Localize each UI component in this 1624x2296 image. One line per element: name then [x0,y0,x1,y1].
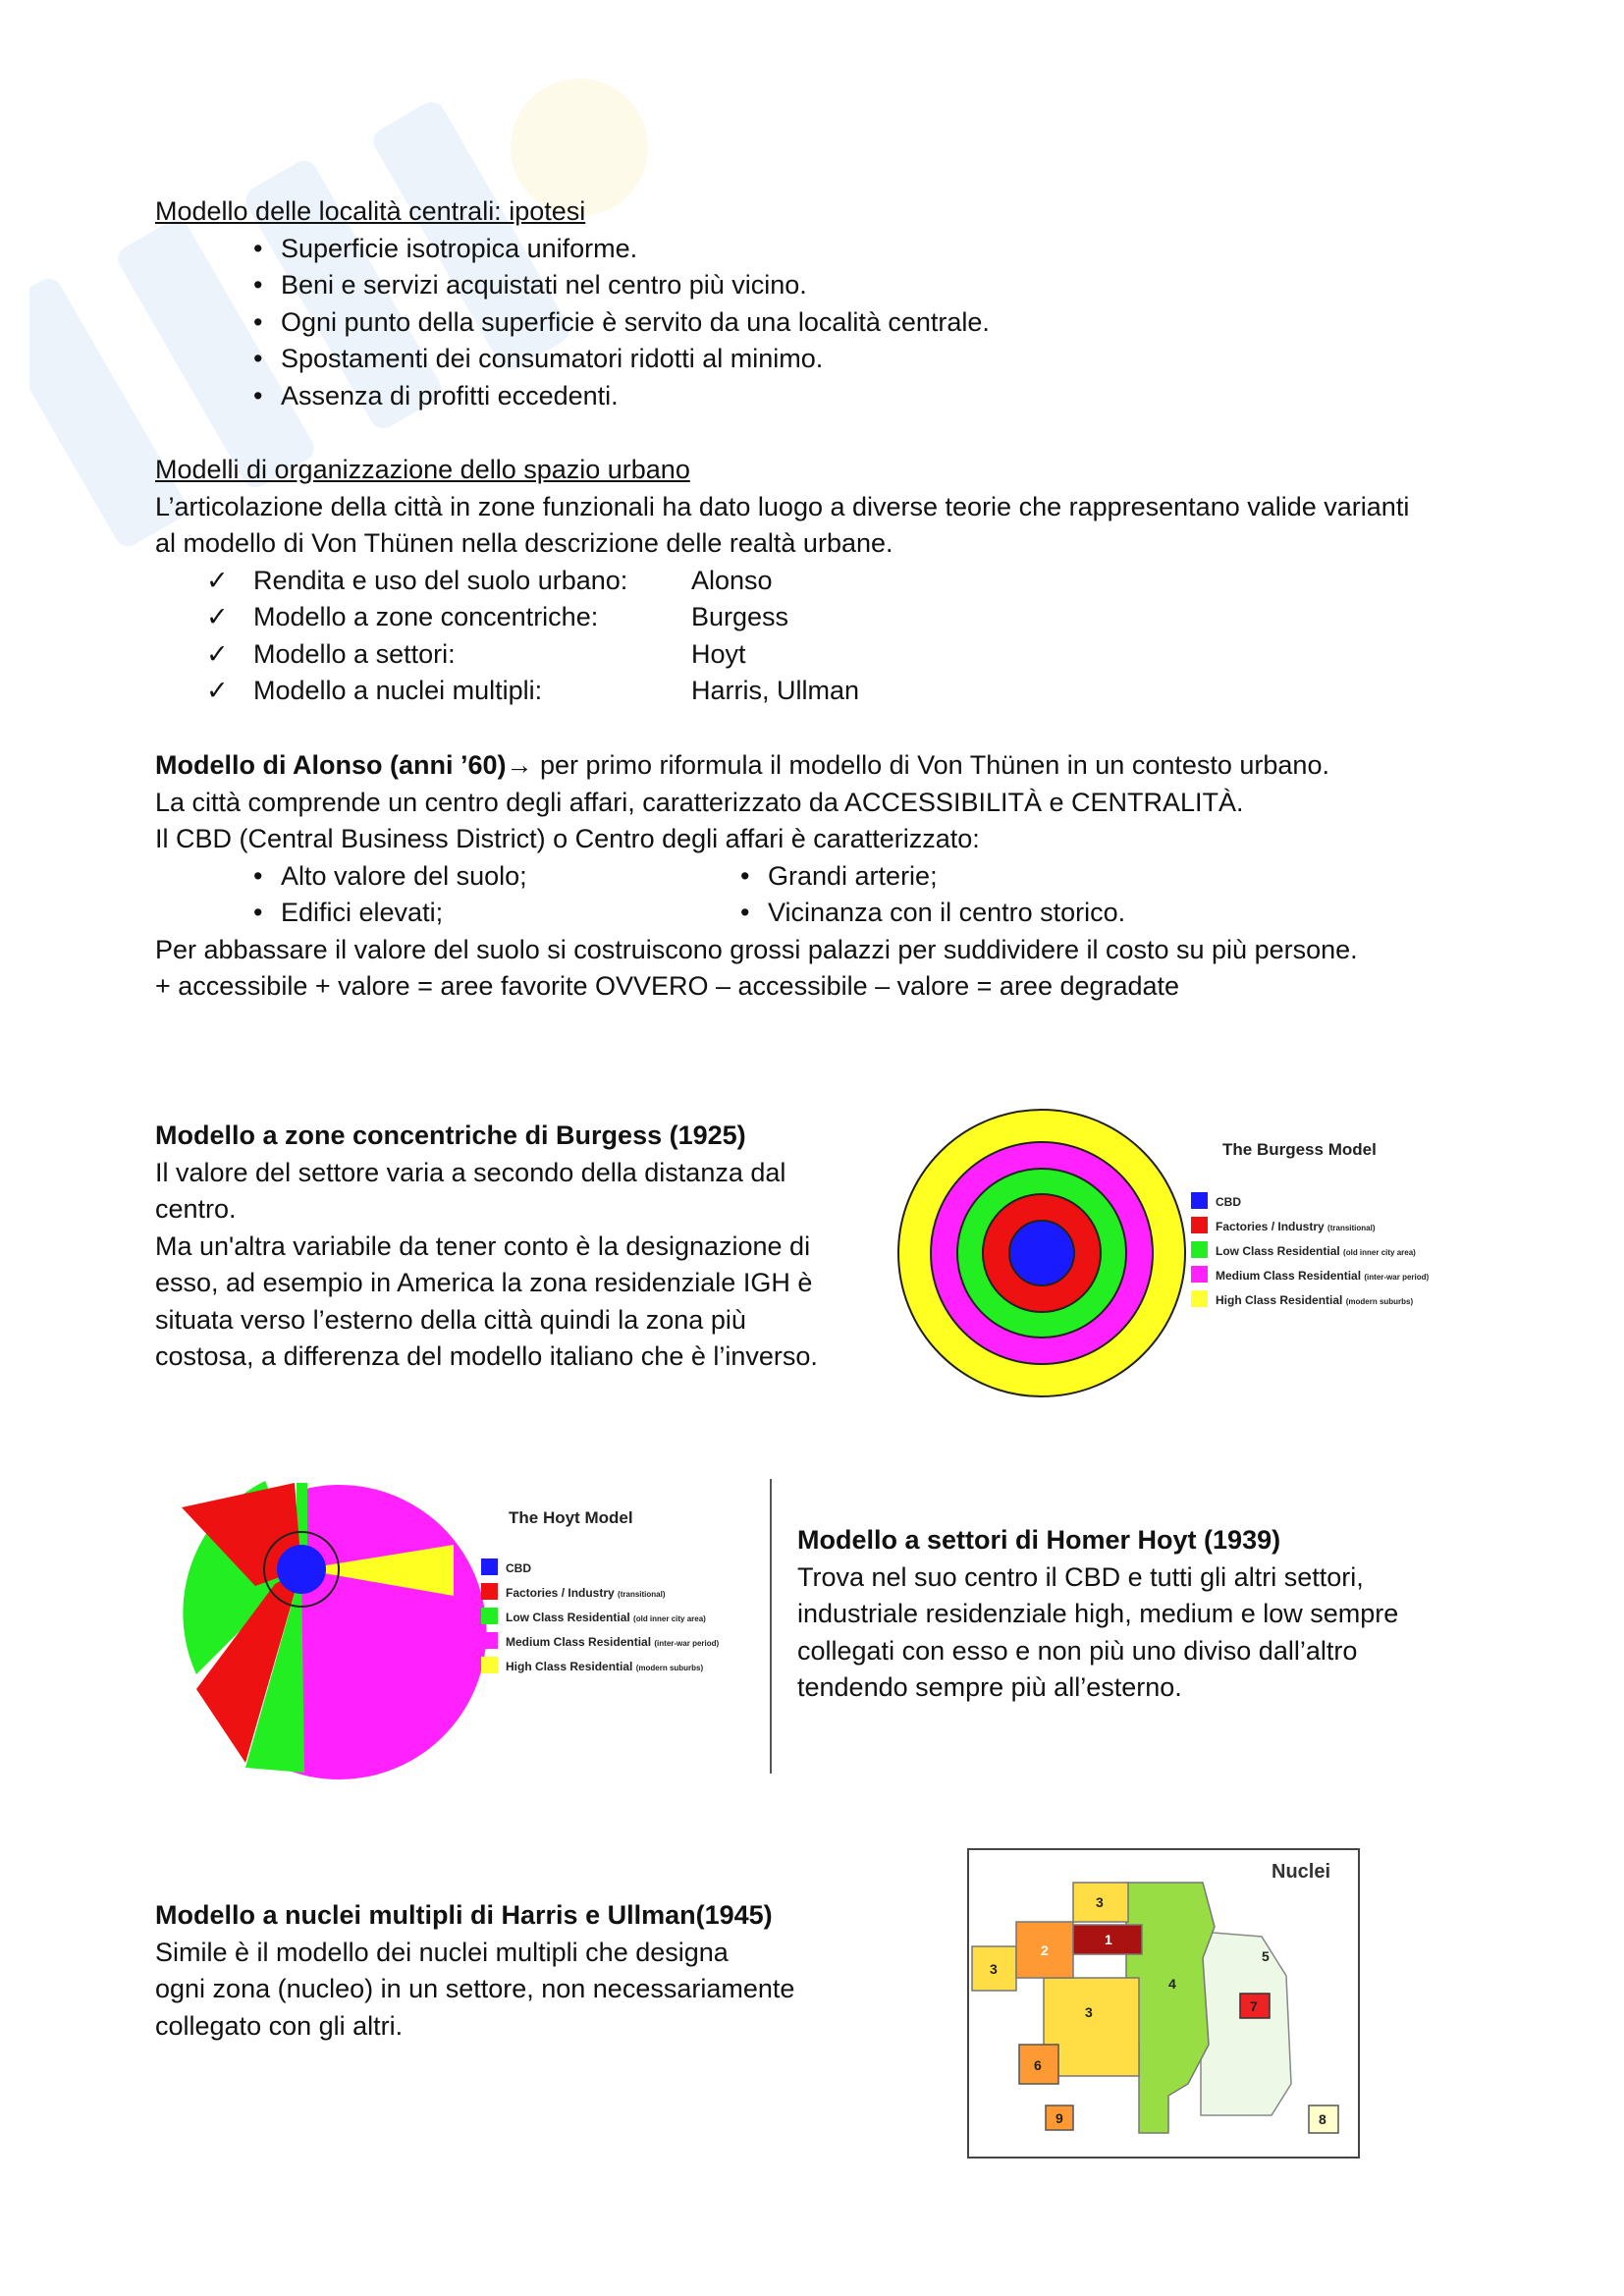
list-item: • Beni e servizi acquistati nel centro più vicino. [253,267,990,304]
checklist-item [206,599,1530,636]
zone-label: 3 [1085,2004,1093,2020]
legend-swatch [1191,1217,1208,1233]
checklist-model: Rendita e uso del suolo urbano: [253,565,628,595]
check-icon: ✓ [206,638,229,669]
legend-label: CBD [506,1561,531,1575]
legend-label: Medium Class Residential (inter-war period) [506,1635,720,1649]
checklist-item [206,636,1530,674]
urbano-paragraph-1: L’articolazione della città in zone funzionali ha dato luogo a diverse teorie che rappresentano valide varianti [155,491,1410,521]
nuclei-line: collegato con gli altri. [155,2010,404,2041]
burgess-line: Ma un'altra variabile da tener conto è la designazione di [155,1230,811,1261]
burgess-line: costosa, a differenza del modello italiano che è l’inverso. [155,1341,818,1371]
checklist-model: Modello a zone concentriche: [253,602,599,631]
checklist-author: Alonso [691,565,773,595]
legend-label: Medium Class Residential (inter-war period) [1216,1269,1430,1283]
alonso-title: Modello di Alonso (anni ’60)→ [155,750,533,780]
urbano-checklist [155,563,1530,710]
checklist-item [206,563,1530,600]
hoyt-line: industriale residenziale high, medium e low sempre [797,1599,1399,1628]
nuclei-line: Simile è il modello dei nuclei multipli che designa [155,1937,729,1967]
hoyt-line: collegati con esso e non più uno diviso dall’altro [797,1635,1358,1666]
alonso-line-3: Per abbassare il valore del suolo si costruiscono grossi palazzi per suddividere il costo su più persone. [155,934,1358,964]
hoyt-figure-title: The Hoyt Model [509,1508,633,1527]
check-icon: ✓ [206,602,229,631]
list-item: • Spostamenti dei consumatori ridotti al minimo. [253,341,990,378]
divider-line [770,1479,772,1774]
list-item: • Alto valore del suolo; [253,858,740,896]
legend-label: Low Class Residential (old inner city area) [506,1611,706,1624]
section-hoyt [797,1522,1485,1707]
section-centrali [155,193,990,414]
alonso-heading [155,747,1549,785]
legend-label: High Class Residential (modern suburbs) [506,1660,704,1673]
nuclei-line: ogni zona (nucleo) in un settore, non necessariamente [155,1974,795,2003]
legend-swatch [1191,1266,1208,1283]
alonso-title-rest: per primo riformula il modello di Von Thünen in un contesto urbano. [532,750,1329,780]
legend-swatch [481,1558,498,1575]
zone-label: 3 [990,1961,998,1977]
nuclei-figure [967,1848,1360,2159]
urbano-title: Modelli di organizzazione dello spazio urbano [155,455,690,484]
checklist-model: Modello a settori: [253,638,456,669]
checklist-author: Hoyt [691,638,746,669]
list-item: • Edifici elevati; [253,895,740,932]
hoyt-cbd [277,1545,326,1594]
list-item: • Grandi arterie; [740,858,1125,896]
burgess-title: Modello a zone concentriche di Burgess (1925) [155,1121,746,1150]
section-alonso [155,747,1549,1006]
zone-label: 6 [1034,2057,1042,2073]
legend-swatch [481,1657,498,1673]
section-burgess [155,1118,882,1376]
burgess-line: situata verso l’esterno della città quindi la zona più [155,1304,746,1335]
zone-label: 7 [1250,1998,1258,2014]
burgess-line: centro. [155,1194,237,1224]
zone-label: 5 [1262,1948,1270,1964]
nuclei-figure-title: Nuclei [1272,1861,1331,1883]
list-item: • Ogni punto della superficie è servito da una località centrale. [253,304,990,342]
section-urbano [155,452,1530,710]
alonso-line-4: + accessibile + valore = aree favorite OVVERO – accessibile – valore = aree degradate [155,971,1180,1001]
checklist-item [206,673,1530,710]
burgess-line: esso, ad esempio in America la zona residenziale IGH è [155,1268,813,1297]
urbano-paragraph-2: al modello di Von Thünen nella descrizione delle realtà urbane. [155,528,893,558]
legend-swatch [1191,1192,1208,1209]
legend-swatch [481,1583,498,1600]
zone-label: 9 [1056,2110,1063,2126]
zone-label: 2 [1041,1942,1049,1958]
section-nuclei [155,1897,901,2045]
zone-label: 4 [1168,1976,1176,1992]
legend-swatch [481,1608,498,1624]
alonso-columns [155,858,1549,932]
checklist-author: Burgess [691,602,789,631]
legend-label: Low Class Residential (old inner city area) [1216,1244,1416,1258]
centrali-title: Modello delle località centrali: ipotesi [155,196,586,226]
burgess-legend [1191,1192,1430,1307]
burgess-figure-title: The Burgess Model [1222,1140,1377,1159]
burgess-ring-cbd [1009,1221,1074,1285]
zone-label: 3 [1096,1894,1104,1910]
alonso-col-left [253,858,740,932]
checklist-model: Modello a nuclei multipli: [253,676,543,705]
hoyt-figure [167,1478,776,1782]
burgess-line: Il valore del settore varia a secondo della distanza dal [155,1157,786,1187]
checklist-author: Harris, Ullman [691,676,860,705]
nuclei-title: Modello a nuclei multipli di Harris e Ullman(1945) [155,1900,773,1930]
legend-swatch [1191,1290,1208,1307]
alonso-line-1: La città comprende un centro degli affari, caratterizzato da ACCESSIBILITÀ e CENTRALITÀ. [155,787,1244,817]
list-item: • Superficie isotropica uniforme. [253,231,990,268]
zone-label: 8 [1319,2111,1326,2127]
legend-label: Factories / Industry (transitional) [1216,1220,1376,1233]
hoyt-title: Modello a settori di Homer Hoyt (1939) [797,1525,1281,1555]
legend-label: CBD [1216,1195,1241,1209]
legend-label: Factories / Industry (transitional) [506,1586,666,1600]
legend-label: High Class Residential (modern suburbs) [1216,1293,1414,1307]
list-item: • Assenza di profitti eccedenti. [253,378,990,415]
alonso-line-2: Il CBD (Central Business District) o Centro degli affari è caratterizzato: [155,824,980,853]
burgess-figure [889,1106,1458,1400]
legend-swatch [1191,1241,1208,1258]
hoyt-line: tendendo sempre più all’esterno. [797,1672,1182,1702]
legend-swatch [481,1632,498,1649]
zone-label: 1 [1105,1932,1112,1947]
check-icon: ✓ [206,676,229,705]
centrali-list [155,231,990,415]
alonso-col-right [740,858,1125,932]
list-item: • Vicinanza con il centro storico. [740,895,1125,932]
check-icon: ✓ [206,565,229,595]
hoyt-line: Trova nel suo centro il CBD e tutti gli altri settori, [797,1561,1364,1592]
hoyt-legend [481,1558,720,1673]
